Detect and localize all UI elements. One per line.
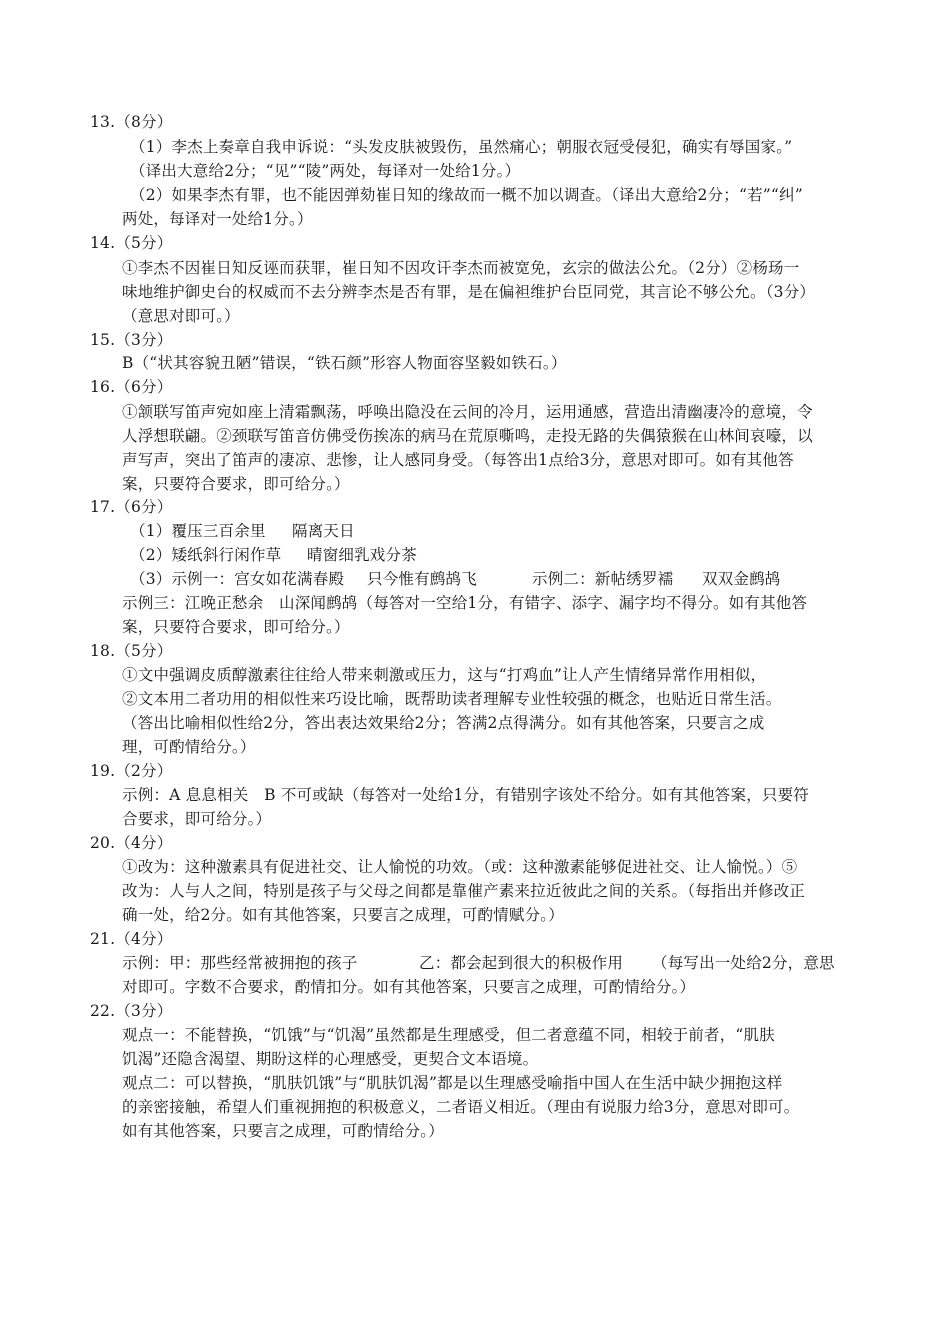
q18-header: 18.（5分） [90, 642, 173, 660]
q21-line-1b: 乙：都会起到很大的积极作用 [419, 954, 624, 972]
q13-line-2: （译出大意给2分；“见”“陵”两处，每译对一处给1分。） [130, 162, 521, 180]
q16-line-1: ①颔联写笛声宛如座上清霜飘荡，呼唤出隐没在云间的冷月，运用通感，营造出清幽凄冷的意境，令 [122, 403, 813, 421]
q17-line-5: 案，只要符合要求，即可给分。） [122, 618, 350, 636]
q21-line-1a: 示例：甲：那些经常被拥抱的孩子 [122, 954, 358, 972]
q22-line-3: 观点二：可以替换，“肌肤饥饿”与“肌肤饥渴”都是以生理感受喻指中国人在生活中缺少拥抱这样 [122, 1074, 783, 1092]
q19-line-2: 合要求，即可给分。） [122, 810, 272, 828]
q17-header: 17.（6分） [90, 498, 173, 516]
q13-line-3: （2）如果李杰有罪，也不能因弹劾崔日知的缘故而一概不加以调查。（译出大意给2分；“若”“纠” [130, 186, 803, 204]
q22-line-2: 饥渴”还隐含渴望、期盼这样的心理感受，更契合文本语境。 [122, 1050, 539, 1068]
q21-line-2: 对即可。字数不合要求，酌情扣分。如有其他答案，只要言之成理，可酌情给分。） [122, 978, 696, 996]
q16-line-2: 人浮想联翩。②颈联写笛音仿佛受伤挨冻的病马在荒原嘶鸣，走投无路的失偶猿猴在山林间哀嚎，以 [122, 427, 813, 445]
q21-header: 21.（4分） [90, 930, 173, 948]
q16-header: 16.（6分） [90, 378, 173, 396]
q17-line-2b: 晴窗细乳戏分茶 [307, 546, 417, 564]
q20-line-2: 改为：人与人之间，特别是孩子与父母之间都是靠催产素来拉近彼此之间的关系。（每指出并修改正 [122, 882, 806, 900]
q18-line-4: 理，可酌情给分。） [122, 738, 256, 756]
q13-line-1: （1）李杰上奏章自我申诉说：“头发皮肤被毁伤，虽然痛心；朝服衣冠受侵犯，确实有辱国家。” [130, 138, 793, 156]
q22-line-4: 的亲密接触，希望人们重视拥抱的积极意义，二者语义相近。（理由有说服力给3分，意思对即可。 [122, 1098, 800, 1116]
q18-line-3: （答出比喻相似性给2分，答出表达效果给2分；答满2点得满分。如有其他答案，只要言之成 [122, 714, 765, 732]
q14-line-3: （意思对即可。） [122, 307, 240, 325]
q13-line-4: 两处，每译对一处给1分。） [122, 210, 313, 228]
q19-header: 19.（2分） [90, 762, 173, 780]
q22-header: 22.（3分） [90, 1002, 173, 1020]
q20-header: 20.（4分） [90, 834, 173, 852]
q20-line-1: ①改为：这种激素具有促进社交、让人愉悦的功效。（或：这种激素能够促进社交、让人愉悦。）⑤ [122, 858, 798, 876]
q17-line-2a: （2）矮纸斜行闲作草 [130, 546, 282, 564]
q13-header: 13.（8分） [90, 113, 173, 131]
q18-line-2: ②文本用二者功用的相似性来巧设比喻，既帮助读者理解专业性较强的概念，也贴近日常生活。 [122, 690, 782, 708]
q15-header: 15.（3分） [90, 331, 173, 349]
q18-line-1: ①文中强调皮质醇激素往往给人带来刺激或压力，这与“打鸡血”让人产生情绪异常作用相似， [122, 666, 767, 684]
q17-line-1a: （1）覆压三百余里 [130, 522, 266, 540]
q17-line-3a: （3）示例一：宫女如花满春殿 [130, 570, 345, 588]
q14-line-1: ①李杰不因崔日知反诬而获罪，崔日知不因攻讦李杰而被宽免，玄宗的做法公允。（2分）②杨玚一 [122, 259, 800, 277]
q17-line-3d: 双双金鹧鸪 [702, 570, 781, 588]
q20-line-3: 确一处，给2分。如有其他答案，只要言之成理，可酌情赋分。） [122, 906, 564, 924]
q21-line-1c: （每写出一处给2分，意思 [652, 954, 835, 972]
q22-line-1: 观点一：不能替换，“饥饿”与“饥渴”虽然都是生理感受，但二者意蕴不同，相较于前者，“肌肤 [122, 1026, 775, 1044]
q14-header: 14.（5分） [90, 234, 173, 252]
q14-line-2: 味地维护御史台的权威而不去分辨李杰是否有罪，是在偏袒维护台臣同党，其言论不够公允。（3分） [122, 283, 816, 301]
q17-line-3c: 示例二：新帖绣罗襦 [532, 570, 674, 588]
q16-line-3: 声写声，突出了笛声的凄凉、悲惨，让人感同身受。（每答出1点给3分，意思对即可。如有其他答 [122, 451, 794, 469]
q19-line-1: 示例：A 息息相关 B 不可或缺（每答对一处给1分，有错别字该处不给分。如有其他答案，只要符 [122, 786, 810, 804]
q17-line-4: 示例三：江晚正愁余 山深闻鹧鸪（每答对一空给1分，有错字、添字、漏字均不得分。如有其他答 [122, 594, 808, 612]
q16-line-4: 案，只要符合要求，即可给分。） [122, 475, 350, 493]
q22-line-5: 如有其他答案，只要言之成理，可酌情给分。） [122, 1122, 444, 1140]
q15-line-1: B（“状其容貌丑陋”错误，“铁石颜”形容人物面容坚毅如铁石。） [122, 354, 567, 372]
q17-line-1b: 隔离天日 [292, 522, 355, 540]
q17-line-3b: 只今惟有鹧鸪飞 [367, 570, 477, 588]
